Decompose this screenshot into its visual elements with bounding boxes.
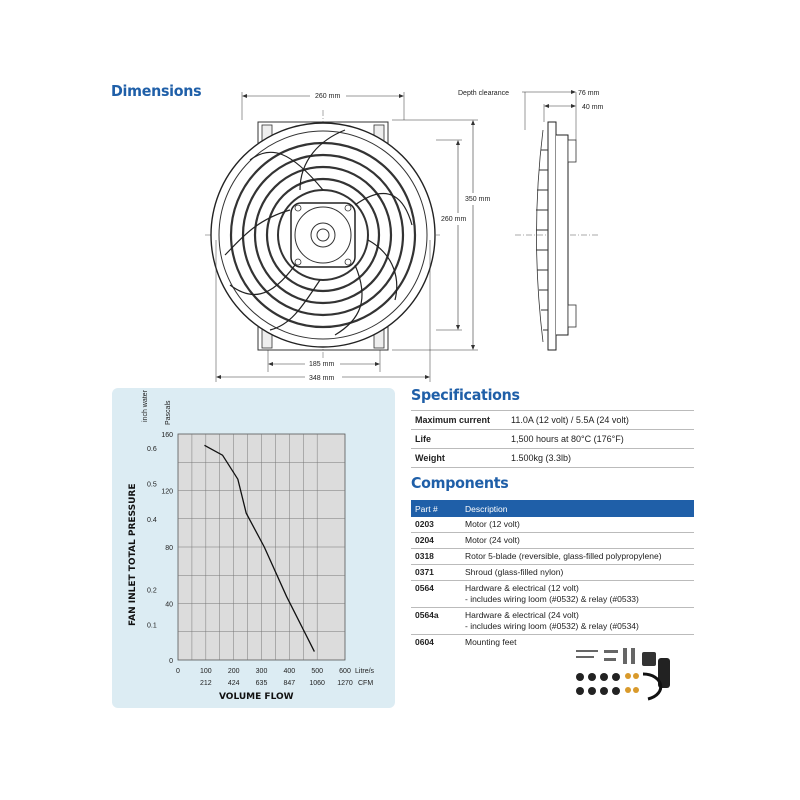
part-number: 0604	[415, 637, 434, 647]
spec-label: Life	[411, 430, 507, 449]
x-tick-label: 0	[176, 668, 180, 675]
spec-label: Weight	[411, 449, 507, 468]
hardware-kit-photo	[568, 644, 678, 706]
x-tick-label-cfm: 1060	[309, 680, 325, 687]
dim-width-bottom: 348 mm	[309, 375, 335, 382]
spec-row	[411, 449, 694, 468]
x-tick-label: 500	[311, 668, 324, 675]
components-heading: Components	[411, 474, 509, 492]
spec-row	[411, 411, 694, 430]
part-description: Hardware & electrical (24 volt) - includes wiring loom (#0532) & relay (#0534)	[461, 608, 694, 635]
y-tick-label-pascal: 120	[161, 488, 173, 496]
y-unit-pascal: Pascals	[165, 400, 172, 425]
col-description-header: Description	[461, 500, 694, 517]
specifications-heading: Specifications	[411, 386, 520, 404]
y-tick-label-pascal: 0	[169, 658, 173, 665]
part-number: 0371	[411, 565, 461, 581]
y-tick-label-pascal: 40	[165, 601, 173, 609]
dimensions-heading: Dimensions	[111, 82, 202, 100]
part-number: 0564	[411, 581, 461, 608]
part-number: 0318	[411, 549, 461, 565]
spec-row	[411, 430, 694, 449]
y-tick-label-inch: 0.6	[147, 446, 157, 454]
x-tick-label-cfm: 212	[199, 680, 212, 687]
x-tick-label-cfm: 1270	[337, 680, 353, 687]
part-number: 0204	[411, 533, 461, 549]
specifications-table	[411, 410, 694, 468]
table-row	[411, 533, 694, 549]
part-description: Motor (12 volt)	[461, 517, 694, 533]
part-description: Rotor 5-blade (reversible, glass-filled polypropylene)	[461, 549, 694, 565]
table-row	[411, 549, 694, 565]
spec-value: 11.0A (12 volt) / 5.5A (24 volt)	[507, 411, 694, 430]
x-tick-label-cfm: 424	[227, 680, 240, 687]
y-tick-label-inch: 0.1	[147, 622, 157, 630]
depth-clearance-label: Depth clearance	[458, 90, 509, 97]
part-description: Hardware & electrical (12 volt) - includes wiring loom (#0532) & relay (#0533)	[461, 581, 694, 608]
part-description: Shroud (glass-filled nylon)	[461, 565, 694, 581]
table-row	[411, 517, 694, 533]
dim-width-top: 260 mm	[315, 93, 341, 100]
dim-height-inner: 260 mm	[441, 216, 467, 223]
dim-height-outer: 350 mm	[465, 196, 491, 203]
part-description: Motor (24 volt)	[461, 533, 694, 549]
x-tick-label: 600	[339, 668, 351, 675]
part-description: Mounting feet	[465, 637, 517, 647]
x-tick-label-cfm: 847	[283, 680, 296, 687]
spec-value: 1.500kg (3.3lb)	[507, 449, 694, 468]
dim-depth-total: 76 mm	[578, 90, 600, 97]
components-table	[411, 500, 694, 650]
y-tick-label-pascal: 80	[165, 545, 173, 552]
y-unit-inch: inch water	[142, 390, 149, 422]
y-tick-label-inch: 0.5	[147, 481, 157, 489]
spec-value: 1,500 hours at 80°C (176°F)	[507, 430, 694, 449]
y-tick-label-inch: 0.2	[147, 587, 157, 595]
x-axis-label: VOLUME FLOW	[219, 692, 294, 702]
x-tick-label: 400	[283, 668, 296, 675]
x-tick-label: 100	[199, 668, 212, 675]
table-row	[411, 565, 694, 581]
dim-depth-body: 40 mm	[582, 104, 604, 111]
y-tick-label-inch: 0.4	[147, 516, 157, 524]
x-tick-label: 300	[255, 668, 268, 675]
table-row	[411, 581, 694, 608]
y-tick-label-pascal: 160	[161, 432, 173, 439]
x-tick-label-cfm: 635	[255, 680, 268, 687]
x-tick-label: 200	[227, 668, 240, 675]
y-axis-label: FAN INLET TOTAL PRESSURE	[128, 483, 138, 626]
table-row	[411, 608, 694, 635]
dim-width-feet: 185 mm	[309, 361, 335, 368]
part-number: 0564a	[411, 608, 461, 635]
x-unit-primary: Litre/s	[355, 668, 375, 675]
part-number: 0203	[411, 517, 461, 533]
spec-label: Maximum current	[411, 411, 507, 430]
col-part-header: Part #	[411, 500, 461, 517]
x-unit-secondary: CFM	[358, 680, 374, 687]
